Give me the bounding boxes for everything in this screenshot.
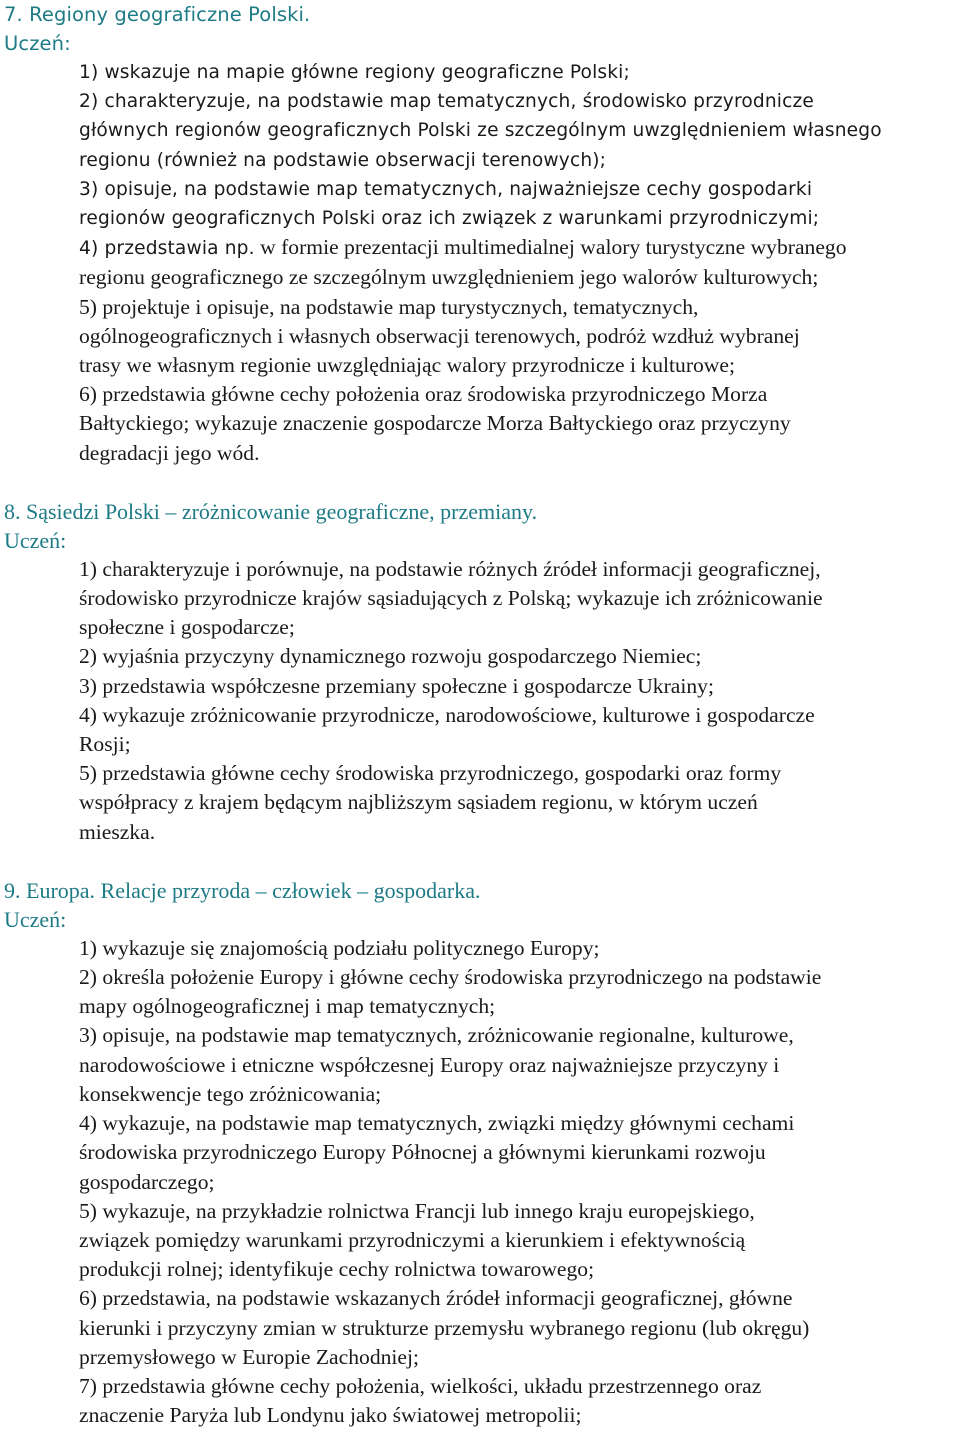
list-item — [79, 233, 959, 292]
item-line: 4) wykazuje zróżnicowanie przyrodnicze, narodowościowe, kulturowe i gospodarcze — [79, 702, 815, 727]
item-line: narodowościowe i etniczne współczesnej Europy oraz najważniejsze przyczyny i — [79, 1052, 780, 1077]
item-line: przemysłowego w Europie Zachodniej; — [79, 1344, 419, 1369]
item-line: środowisko przyrodnicze krajów sąsiadujących z Polską; wykazuje ich zróżnicowanie — [79, 586, 823, 611]
item-line: trasy we własnym regionie uwzględniając walory przyrodnicze i kulturowe; — [79, 353, 735, 378]
item-line: 3) opisuje, na podstawie map tematycznych, zróżnicowanie regionalne, kulturowe, — [79, 1023, 794, 1048]
item-line: 2) określa położenie Europy i główne cechy środowiska przyrodniczego na podstawie — [79, 965, 822, 990]
section-heading: 8. Sąsiedzi Polski – zróżnicowanie geograficzne, przemiany. — [4, 498, 538, 524]
item-line: 6) przedstawia główne cechy położenia oraz środowiska przyrodniczego Morza — [79, 382, 768, 407]
item-line: produkcji rolnej; identyfikuje cechy rolnictwa towarowego; — [79, 1257, 595, 1282]
item-line: regionu (również na podstawie obserwacji terenowych); — [79, 149, 607, 171]
item-line: Bałtyckiego; wykazuje znaczenie gospodarcze Morza Bałtyckiego oraz przyczyny — [79, 411, 791, 436]
item-line: głównych regionów geograficznych Polski ze szczególnym uwzględnieniem własnego — [79, 120, 882, 142]
item-line: regionów geograficznych Polski oraz ich związek z warunkami przyrodniczymi; — [79, 208, 820, 230]
item-line: 3) opisuje, na podstawie map tematycznych, najważniejsze cechy gospodarki — [79, 178, 813, 200]
list-item — [79, 1372, 959, 1430]
item-line: 6) przedstawia, na podstawie wskazanych źródeł informacji geograficznej, główne — [79, 1286, 793, 1311]
item-line: 2) wyjaśnia przyczyny dynamicznego rozwoju gospodarczego Niemiec; — [79, 644, 702, 669]
item-line: ogólnogeograficznych i własnych obserwacji terenowych, podróż wzdłuż wybranej — [79, 323, 800, 348]
uczen-label: Uczeń: — [4, 527, 67, 553]
item-line: konsekwencje tego zróżnicowania; — [79, 1081, 382, 1106]
uczen-label: Uczeń: — [4, 32, 71, 55]
item-text-sans: 4) przedstawia np. — [79, 238, 255, 260]
item-line: 1) wykazuje się znajomością podziału politycznego Europy; — [79, 935, 600, 960]
section-8 — [0, 497, 960, 847]
item-line: związek pomiędzy warunkami przyrodniczymi a kierunkiem i efektywnością — [79, 1227, 746, 1252]
item-line: 2) charakteryzuje, na podstawie map tematycznych, środowisko przyrodnicze — [79, 91, 814, 113]
item-line: kierunki i przyczyny zmian w strukturze przemysłu wybranego regionu (lub okręgu) — [79, 1315, 810, 1340]
section-heading: 7. Regiony geograficzne Polski. — [4, 3, 311, 26]
item-line: 3) przedstawia współczesne przemiany społeczne i gospodarcze Ukrainy; — [79, 673, 714, 698]
list-item — [79, 87, 959, 175]
item-line: 7) przedstawia główne cechy położenia, wielkości, układu przestrzennego oraz — [79, 1373, 762, 1398]
item-line-mixed — [79, 233, 959, 263]
list-item — [79, 380, 959, 468]
item-line: mieszka. — [79, 819, 156, 844]
item-line: 5) przedstawia główne cechy środowiska przyrodniczego, gospodarki oraz formy — [79, 761, 782, 786]
item-line: współpracy z krajem będącym najbliższym sąsiadem regionu, w którym uczeń — [79, 790, 758, 815]
item-line: społeczne i gospodarcze; — [79, 615, 295, 640]
list-item — [79, 555, 959, 643]
item-text-serif: w formie prezentacji multimedialnej walory turystyczne wybranego — [254, 235, 847, 260]
item-line: Rosji; — [79, 732, 131, 757]
section-9 — [0, 876, 960, 1430]
item-line: środowiska przyrodniczego Europy Północnej a głównymi kierunkami rozwoju — [79, 1140, 766, 1165]
list-item — [79, 175, 959, 233]
list-item — [79, 1021, 959, 1109]
item-line: 5) wykazuje, na przykładzie rolnictwa Francji lub innego kraju europejskiego, — [79, 1198, 755, 1223]
section-heading: 9. Europa. Relacje przyroda – człowiek – gospodarka. — [4, 877, 481, 903]
item-line: 4) wykazuje, na podstawie map tematycznych, związki między głównymi cechami — [79, 1111, 795, 1136]
list-item — [79, 672, 959, 701]
section-7 — [0, 0, 960, 468]
objectives-list — [0, 934, 960, 1430]
item-line: degradacji jego wód. — [79, 440, 260, 465]
item-line: 1) wskazuje na mapie główne regiony geograficzne Polski; — [79, 62, 630, 83]
objectives-list — [0, 555, 960, 847]
item-line: gospodarczego; — [79, 1169, 215, 1194]
list-item — [79, 1284, 959, 1372]
list-item — [79, 58, 959, 87]
item-line: regionu geograficznego ze szczególnym uwzględnieniem jego walorów kulturowych; — [79, 265, 819, 290]
objectives-list — [0, 58, 960, 468]
list-item — [79, 759, 959, 847]
item-line: 1) charakteryzuje i porównuje, na podstawie różnych źródeł informacji geograficznej, — [79, 556, 821, 581]
list-item — [79, 1197, 959, 1285]
list-item — [79, 642, 959, 671]
list-item — [79, 293, 959, 381]
list-item — [79, 701, 959, 759]
list-item — [79, 1109, 959, 1197]
item-line: znaczenie Paryża lub Londynu jako światowej metropolii; — [79, 1403, 582, 1428]
item-line: mapy ogólnogeograficznej i map tematycznych; — [79, 994, 496, 1019]
list-item — [79, 934, 959, 963]
list-item — [79, 963, 959, 1021]
uczen-label: Uczeń: — [4, 906, 67, 932]
item-line: 5) projektuje i opisuje, na podstawie map turystycznych, tematycznych, — [79, 294, 699, 319]
